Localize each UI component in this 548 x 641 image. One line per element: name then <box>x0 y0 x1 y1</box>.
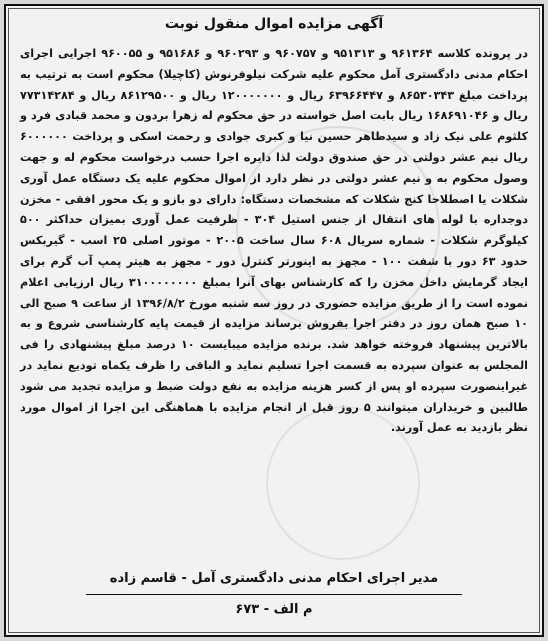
notice-signature: مدیر اجرای احکام مدنی دادگستری آمل - قاسم زاده <box>109 571 439 586</box>
notice-page <box>4 4 544 637</box>
signature-underline <box>86 594 462 595</box>
notice-title: آگهی مزایده اموال منقول نوبت <box>164 16 384 32</box>
notice-body: در پرونده کلاسه ۹۶۱۳۶۴ و ۹۵۱۳۱۳ و ۹۶۰۷۵۷ و ۹۶۰۲۹۳ و ۹۵۱۶۸۶ و ۹۶۰۰۵۵ اجرایی اجرای احکام مدنی دادگستری آمل محکوم علیه شرکت نیلوفرنوش (کاچیلا) محکوم است به ترتیب به پرداخت مبلغ ۸۶۵۳۰۳۴۳ و ۶۳۹۶۶۴۴۷ ریال و ۱۲۰۰۰۰۰۰۰ ریال و ۸۶۱۲۹۵۰۰ ریال و ۷۷۳۱۴۲۸۴ ریال و ۱۶۸۶۹۱۰۴۶ ریال بابت اصل خواسته در حق محکوم له زهرا بردون و محمد قبادی فرد و کلثوم علی نیک زاد و سیدطاهر حسین نیا و کبری جوادی و رحمت اسکی و پرداخت ۶۰۰۰۰۰۰ ریال نیم عشر دولتی در حق صندوق دولت لذا دایره اجرا حسب درخواست محکوم له و جهت وصول محکوم به و نیم عشر دولتی در نظر دارد از اموال محکوم علیه یک دستگاه عمل آوری شکلات یا اصطلاحا کنج شکلات که مشخصات دستگاه: دارای دو بازو و یک محور افقی - مخزن دوجداره با لوله های انتقال از جنس استیل ۳۰۴ - ظرفیت عمل آوری بمیزان حداکثر ۵۰۰ کیلوگرم شکلات - شماره سریال ۶۰۸ سال ساخت ۲۰۰۵ - موتور اصلی ۲۵ اسب - گیربکس حدود ۶۳ دور با شفت ۱۰۰ - مجهز به اینورتر کنترل دور - مجهز به هیتر پمپ آب گرم برای ایجاد گرمایش داخل مخزن را که کارشناس بهای آنرا بمبلغ ۳۱۰۰۰۰۰۰۰۰ ریال ارزیابی اعلام نموده است را از طریق مزایده حضوری در روز سه شنبه مورخ ۱۳۹۶/۸/۲ از ساعت ۹ صبح الی ۱۰ صبح همان روز در دفتر اجرا بفروش برساند مزایده از قیمت پایه کارشناسی شروع و به بالاترین پیشنهاد فروخته خواهد شد. برنده مزایده میبایست ۱۰ درصد مبلغ پیشنهادی را فی المجلس به عنوان سپرده به قسمت اجرا تسلیم نماید و الباقی را ظرف یکماه تودیع نماید در غیراینصورت سپرده او پس از کسر هزینه مزایده به نفع دولت ضبط و مزایده تجدید می شود طالبین و خریداران میتوانند ۵ روز قبل از انجام مزایده با هماهنگی این اجرا از اموال مورد نظر بازدید به عمل آورند. <box>20 47 529 435</box>
notice-reference: م الف - ۶۷۳ <box>235 602 313 617</box>
